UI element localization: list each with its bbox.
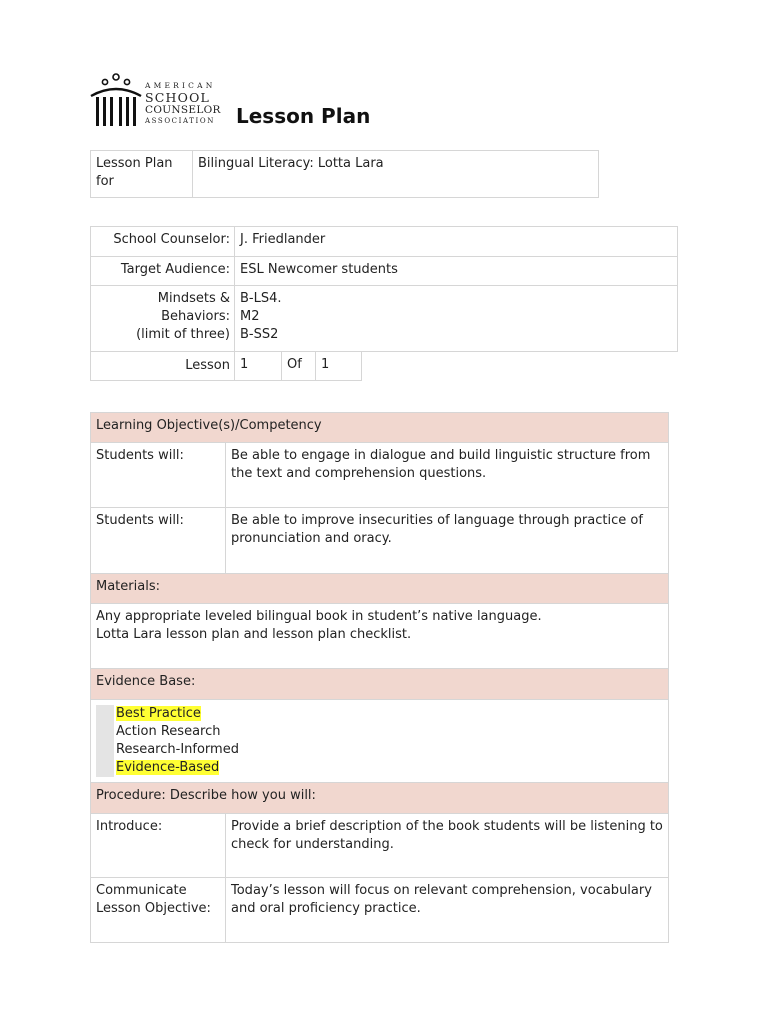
mindsets-label [91, 286, 235, 352]
evidence-header: Evidence Base: [91, 669, 669, 700]
mindset-item: M2 [240, 309, 260, 324]
lesson-for-label-line-1: Lesson Plan [96, 156, 173, 171]
lesson-number-row [91, 352, 678, 381]
procedure-row [91, 878, 669, 943]
objective-label: Students will: [91, 443, 226, 508]
counselor-row [91, 227, 678, 257]
objective-text: Be able to improve insecurities of language through practice of pronunciation and oracy. [226, 508, 669, 574]
objective-label: Students will: [91, 508, 226, 574]
objective-row [91, 508, 669, 574]
lesson-details-table [90, 412, 669, 943]
mindsets-row [91, 286, 678, 352]
objective-row [91, 443, 669, 508]
counselor-info-table [90, 226, 678, 381]
evidence-label: Evidence-Based [116, 760, 220, 775]
lesson-for-value: Bilingual Literacy: Lotta Lara [193, 151, 599, 198]
materials-row [91, 604, 669, 669]
evidence-row [91, 700, 669, 783]
lesson-number: 1 [235, 352, 282, 381]
empty-cell [362, 352, 678, 381]
materials-line-1: Any appropriate leveled bilingual book in student’s native language. [96, 609, 542, 624]
mindsets-label-line-3: (limit of three) [136, 327, 230, 342]
evidence-label: Best Practice [116, 706, 201, 721]
evidence-item [96, 759, 663, 777]
evidence-label: Action Research [116, 724, 221, 739]
logo-line-3: COUNSELOR [145, 104, 221, 116]
objectives-header: Learning Objective(s)/Competency [91, 413, 669, 443]
audience-value: ESL Newcomer students [235, 257, 678, 286]
logo-line-1: AMERICAN [145, 81, 216, 90]
evidence-label: Research-Informed [116, 742, 239, 757]
counselor-label: School Counselor: [91, 227, 235, 257]
checkbox[interactable] [96, 723, 114, 741]
procedure-row [91, 814, 669, 878]
logo-line-2: SCHOOL [145, 89, 211, 105]
mindset-item: B-LS4. [240, 291, 282, 306]
communicate-label [91, 878, 226, 943]
introduce-label: Introduce: [91, 814, 226, 878]
communicate-label-line-1: Communicate [96, 883, 187, 898]
communicate-text: Today’s lesson will focus on relevant comprehension, vocabulary and oral proficiency practice. [226, 878, 669, 943]
mindsets-label-line-2: Behaviors: [161, 309, 230, 324]
asca-wordmark [145, 82, 221, 125]
asca-columns-icon [89, 72, 143, 128]
evidence-item [96, 741, 663, 759]
mindsets-label-line-1: Mindsets & [157, 291, 230, 306]
asca-logo [89, 72, 229, 132]
audience-row [91, 257, 678, 286]
mindsets-value [235, 286, 678, 352]
checkbox[interactable] [96, 705, 114, 723]
materials-line-2: Lotta Lara lesson plan and lesson plan checklist. [96, 627, 412, 642]
introduce-text: Provide a brief description of the book students will be listening to check for understanding. [226, 814, 669, 878]
page-title: Lesson Plan [236, 104, 371, 128]
lesson-for-row [91, 151, 599, 198]
materials-header: Materials: [91, 574, 669, 604]
checkbox[interactable] [96, 741, 114, 759]
checkbox[interactable] [96, 759, 114, 777]
counselor-value: J. Friedlander [235, 227, 678, 257]
evidence-item [96, 705, 663, 723]
evidence-item [96, 723, 663, 741]
communicate-label-line-2: Lesson Objective: [96, 901, 211, 916]
lesson-for-label [91, 151, 193, 198]
objective-text: Be able to engage in dialogue and build linguistic structure from the text and comprehension questions. [226, 443, 669, 508]
lesson-for-table [90, 150, 599, 198]
procedure-header: Procedure: Describe how you will: [91, 783, 669, 814]
evidence-header-row [91, 669, 669, 700]
procedure-header-row [91, 783, 669, 814]
lesson-total: 1 [316, 352, 362, 381]
lesson-label: Lesson [91, 352, 235, 381]
of-label: Of [282, 352, 316, 381]
materials-header-row [91, 574, 669, 604]
objectives-header-row [91, 413, 669, 443]
evidence-list [91, 700, 669, 783]
audience-label: Target Audience: [91, 257, 235, 286]
materials-text [91, 604, 669, 669]
lesson-for-label-line-2: for [96, 174, 114, 189]
mindset-item: B-SS2 [240, 327, 279, 342]
logo-line-4: ASSOCIATION [145, 116, 215, 125]
